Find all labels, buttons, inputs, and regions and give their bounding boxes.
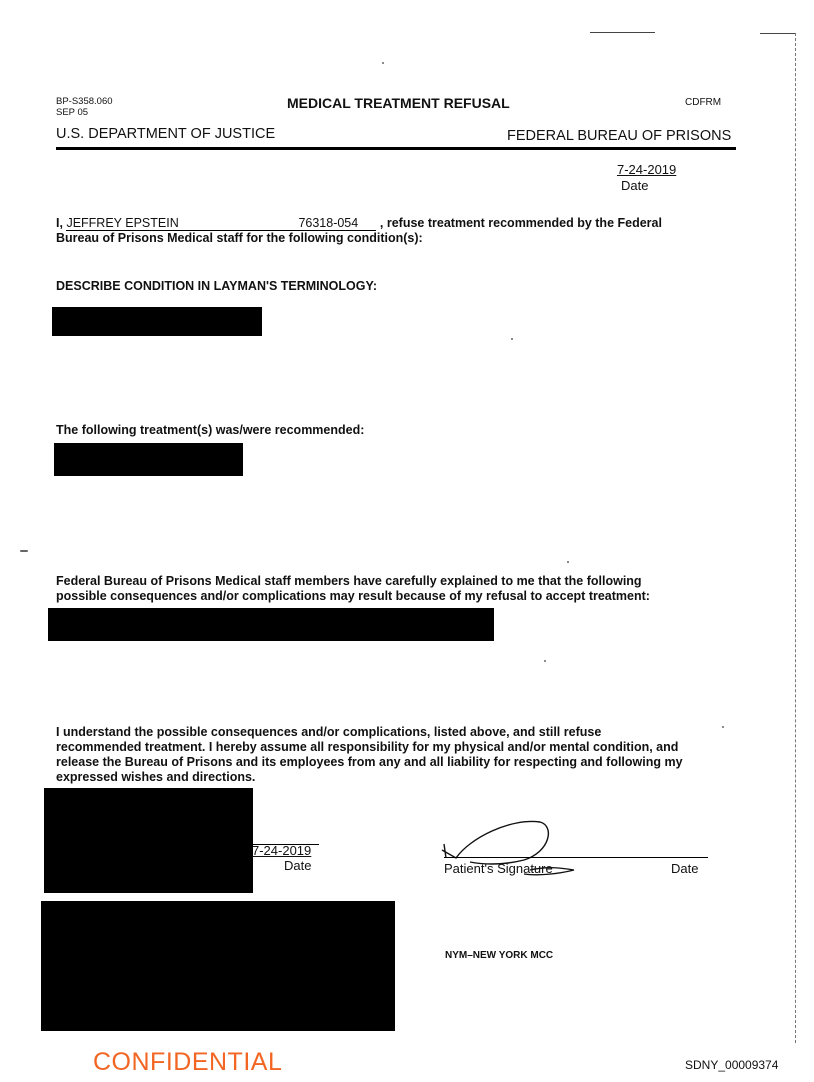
form-date-value: 7-24-2019 — [617, 162, 677, 177]
redaction-condition — [52, 307, 262, 336]
institution-name: NYM–NEW YORK MCC — [445, 950, 554, 961]
scan-mark — [20, 550, 28, 552]
form-title: MEDICAL TREATMENT REFUSAL — [287, 95, 510, 111]
witness-date-label: Date — [284, 858, 312, 873]
bureau-name: FEDERAL BUREAU OF PRISONS — [507, 128, 732, 144]
patient-date-label: Date — [671, 861, 699, 876]
department-name: U.S. DEPARTMENT OF JUSTICE — [56, 126, 276, 142]
form-id — [56, 96, 113, 118]
refusal-statement-line1 — [56, 216, 662, 231]
acknowledgement-line4: expressed wishes and directions. — [56, 770, 256, 784]
scan-line-top — [590, 32, 655, 33]
form-number: BP-S358.060 — [56, 96, 113, 107]
refusal-statement-line2: Bureau of Prisons Medical staff for the following condition(s): — [56, 231, 423, 245]
form-date: SEP 05 — [56, 107, 89, 118]
scan-speck — [511, 338, 513, 340]
register-number-field — [298, 217, 376, 231]
acknowledgement-text — [56, 725, 683, 785]
statement-suffix: , refuse treatment recommended by the Federal — [379, 216, 662, 230]
register-number: 76318-054 — [298, 216, 359, 230]
acknowledgement-line1: I understand the possible consequences and/or complications, listed above, and still refuse — [56, 725, 602, 739]
statement-prefix: I, — [56, 216, 63, 230]
scan-speck — [722, 726, 724, 728]
patient-name-field — [66, 217, 298, 231]
condition-heading: DESCRIBE CONDITION IN LAYMAN'S TERMINOLOGY: — [56, 279, 378, 293]
acknowledgement-line2: recommended treatment. I hereby assume all responsibility for my physical and/or mental condition, and — [56, 740, 679, 754]
acknowledgement-line3: release the Bureau of Prisons and its employees from any and all liability for respecting and following my — [56, 755, 683, 769]
patient-signature-line — [444, 857, 708, 858]
scan-speck — [544, 660, 546, 662]
consequences-line2: possible consequences and/or complications may result because of my refusal to accept treatment: — [56, 589, 650, 603]
redaction-treatment — [54, 443, 243, 476]
patient-name: JEFFREY EPSTEIN — [66, 216, 179, 230]
scan-line-top-right — [760, 33, 796, 34]
form-date-label: Date — [621, 178, 649, 193]
bates-number: SDNY_00009374 — [685, 1058, 779, 1072]
scan-speck — [567, 561, 569, 563]
header-rule — [56, 147, 736, 150]
scan-speck — [382, 62, 384, 64]
form-code: CDFRM — [685, 97, 722, 108]
confidential-stamp: CONFIDENTIAL — [93, 1048, 283, 1076]
redaction-staff-block — [41, 901, 395, 1031]
scan-edge — [795, 33, 796, 1043]
redaction-consequences — [48, 608, 494, 641]
witness-date-value: 7-24-2019 — [252, 843, 312, 858]
consequences-line1: Federal Bureau of Prisons Medical staff members have carefully explained to me that the following — [56, 574, 642, 588]
treatment-heading: The following treatment(s) was/were recommended: — [56, 423, 365, 437]
redaction-witness-signature — [44, 788, 253, 893]
patient-signature-label: Patient's Signature — [444, 861, 553, 876]
